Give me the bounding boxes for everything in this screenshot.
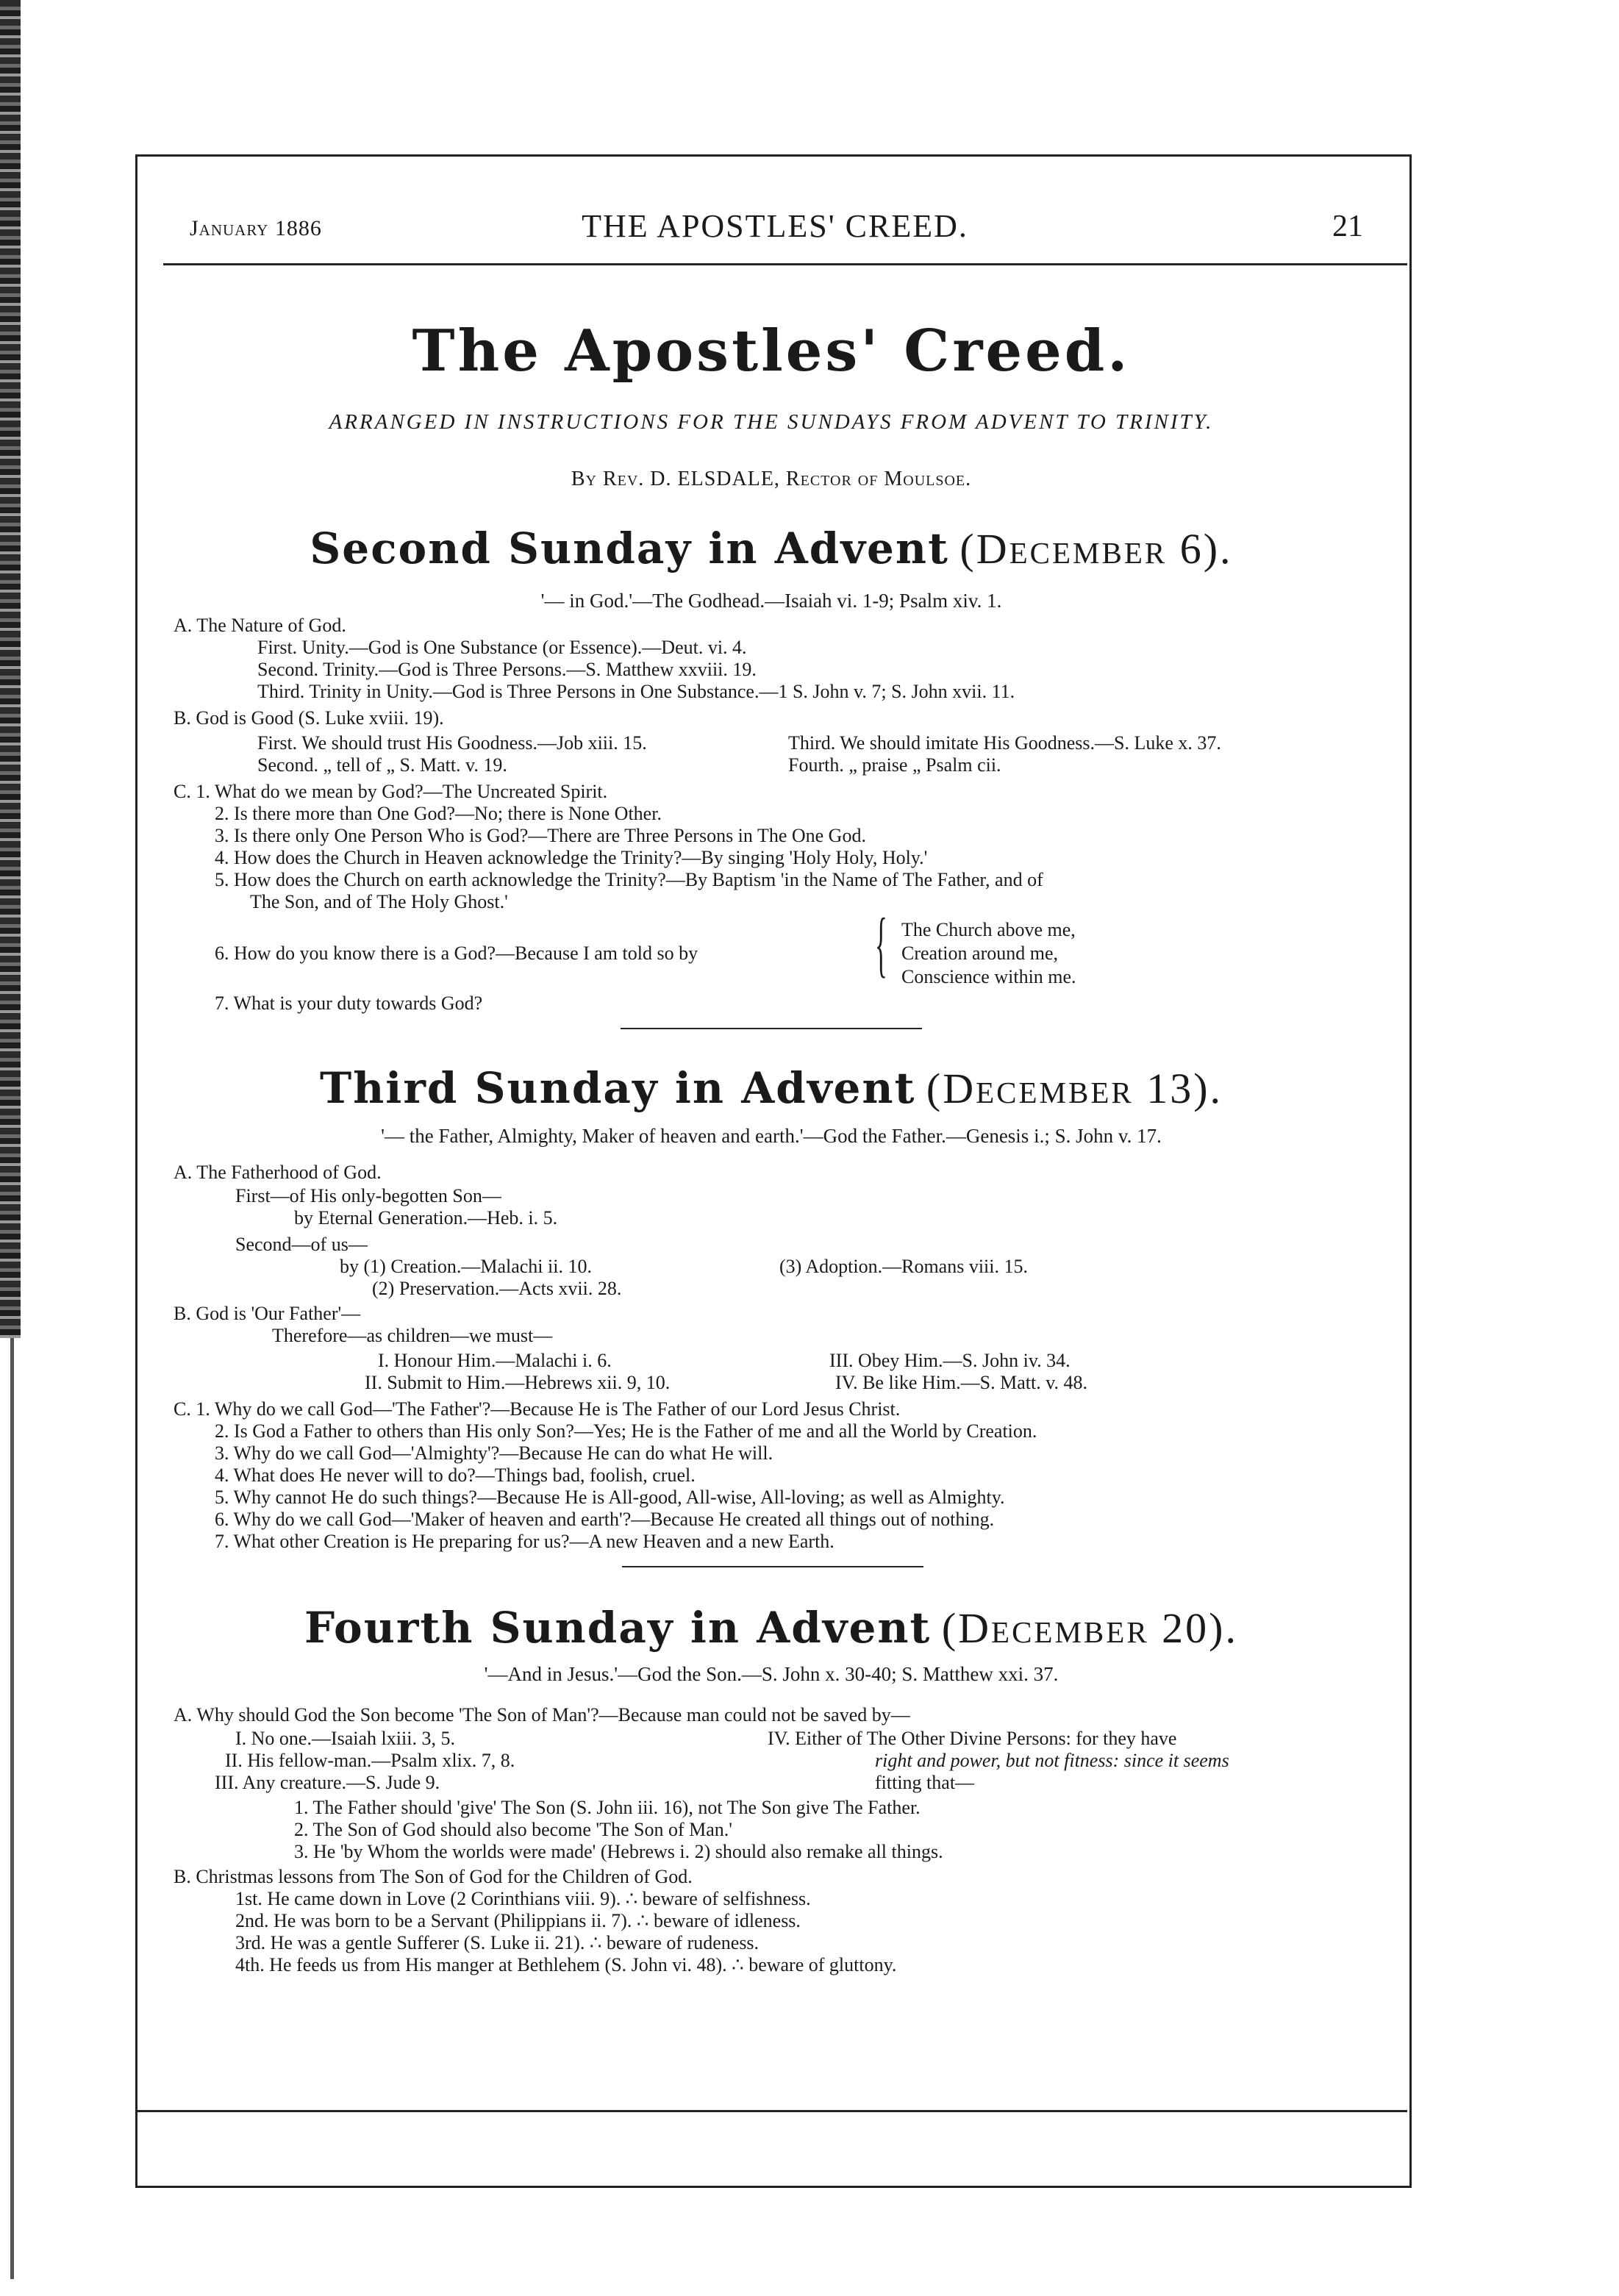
list-item: III. Any creature.—S. Jude 9. xyxy=(215,1772,440,1793)
list-item: 7. What is your duty towards God? xyxy=(215,993,483,1014)
list-item: I. No one.—Isaiah lxiii. 3, 5. xyxy=(235,1728,455,1749)
section-date: (December 13). xyxy=(926,1065,1223,1112)
list-item: Second. Trinity.—God is Three Persons.—S. Matthew xxviii. 19. xyxy=(257,659,757,680)
list-item: B. God is Good (S. Luke xviii. 19). xyxy=(174,707,444,729)
list-item: B. God is 'Our Father'— xyxy=(174,1303,361,1324)
list-item: fitting that— xyxy=(875,1772,975,1793)
section-divider xyxy=(621,1028,922,1029)
list-item: A. The Nature of God. xyxy=(174,615,346,636)
section-title: Second Sunday in Advent xyxy=(310,523,949,573)
section-date: (December 6). xyxy=(959,525,1233,573)
binding-edge-lower xyxy=(10,1338,14,2279)
list-item: by (1) Creation.—Malachi ii. 10. xyxy=(340,1256,592,1277)
list-item: 4th. He feeds us from His manger at Bethlehem (S. John vi. 48). ∴ beware of gluttony. xyxy=(235,1954,897,1975)
footer-rule xyxy=(137,2110,1407,2112)
section-heading-second-advent xyxy=(135,523,1407,573)
list-item: IV. Either of The Other Divine Persons: for they have xyxy=(768,1728,1177,1749)
list-item: 6. Why do we call God—'Maker of heaven and earth'?—Because He created all things out of nothing. xyxy=(215,1509,995,1530)
list-item: A. Why should God the Son become 'The Son of Man'?—Because man could not be saved by— xyxy=(174,1704,910,1725)
list-item: 4. What does He never will to do?—Things bad, foolish, cruel. xyxy=(215,1464,696,1486)
list-item: 1. The Father should 'give' The Son (S. John iii. 16), not The Son give The Father. xyxy=(294,1797,921,1818)
header-date: January 1886 xyxy=(190,216,322,240)
header-rule xyxy=(163,263,1407,265)
list-item: 3. Why do we call God—'Almighty'?—Because He can do what He will. xyxy=(215,1442,773,1464)
list-item: II. Submit to Him.—Hebrews xii. 9, 10. xyxy=(365,1372,671,1393)
list-item: C. 1. What do we mean by God?—The Uncreated Spirit. xyxy=(174,781,608,802)
list-item: Third. Trinity in Unity.—God is Three Persons in One Substance.—1 S. John v. 7; S. John xvii. 11. xyxy=(257,681,1015,702)
list-item: (2) Preservation.—Acts xvii. 28. xyxy=(372,1278,622,1299)
section-divider xyxy=(622,1566,923,1567)
list-item: Fourth. „ praise „ Psalm cii. xyxy=(788,754,1001,776)
section-heading-fourth-advent xyxy=(135,1603,1407,1653)
list-item: III. Obey Him.—S. John iv. 34. xyxy=(829,1350,1071,1371)
list-item: (3) Adoption.—Romans viii. 15. xyxy=(779,1256,1028,1277)
header-title: THE APOSTLES' CREED. xyxy=(582,208,968,244)
list-item: B. Christmas lessons from The Son of God for the Children of God. xyxy=(174,1866,693,1887)
list-item: I. Honour Him.—Malachi i. 6. xyxy=(378,1350,612,1371)
section-title: Fourth Sunday in Advent xyxy=(304,1603,932,1653)
list-item: A. The Fatherhood of God. xyxy=(174,1162,382,1183)
page-subtitle: ARRANGED IN INSTRUCTIONS FOR THE SUNDAYS FROM ADVENT TO TRINITY. xyxy=(329,410,1214,434)
list-item: right and power, but not fitness: since it seems xyxy=(875,1750,1229,1771)
list-item: C. 1. Why do we call God—'The Father'?—Because He is The Father of our Lord Jesus Christ. xyxy=(174,1398,901,1420)
list-item: 3. He 'by Whom the worlds were made' (Hebrews i. 2) should also remake all things. xyxy=(294,1841,943,1862)
list-item: 2nd. He was born to be a Servant (Philippians ii. 7). ∴ beware of idleness. xyxy=(235,1910,801,1931)
list-item: 2. Is there more than One God?—No; there is None Other. xyxy=(215,803,662,824)
list-item: Second. „ tell of „ S. Matt. v. 19. xyxy=(257,754,507,776)
list-item: 3rd. He was a gentle Sufferer (S. Luke ii. 21). ∴ beware of rudeness. xyxy=(235,1932,760,1953)
section-reference: '—And in Jesus.'—God the Son.—S. John x. 30-40; S. Matthew xxi. 37. xyxy=(484,1663,1059,1685)
list-item: by Eternal Generation.—Heb. i. 5. xyxy=(294,1207,558,1229)
list-item: II. His fellow-man.—Psalm xlix. 7, 8. xyxy=(225,1750,515,1771)
section-reference: '— the Father, Almighty, Maker of heaven and earth.'—God the Father.—Genesis i.; S. John v. 17. xyxy=(381,1125,1162,1147)
list-item: The Church above me, xyxy=(901,919,1076,940)
list-item: 2. Is God a Father to others than His only Son?—Yes; He is the Father of me and all the World by Creation. xyxy=(215,1420,1037,1442)
list-item: 7. What other Creation is He preparing for us?—A new Heaven and a new Earth. xyxy=(215,1531,834,1552)
list-item: 5. How does the Church on earth acknowledge the Trinity?—By Baptism 'in the Name of The Father, and of xyxy=(215,869,1043,890)
list-item: 3. Is there only One Person Who is God?—There are Three Persons in The One God. xyxy=(215,825,866,846)
list-item: Creation around me, xyxy=(901,943,1058,964)
page-title: The Apostles' Creed. xyxy=(412,318,1131,385)
list-item: The Son, and of The Holy Ghost.' xyxy=(250,891,508,912)
list-item: First. Unity.—God is One Substance (or Essence).—Deut. vi. 4. xyxy=(257,637,747,658)
section-reference: '— in God.'—The Godhead.—Isaiah vi. 1-9; Psalm xiv. 1. xyxy=(540,590,1002,612)
list-item: Third. We should imitate His Goodness.—S. Luke x. 37. xyxy=(788,732,1221,754)
list-item: First. We should trust His Goodness.—Job xiii. 15. xyxy=(257,732,647,754)
binding-edge xyxy=(0,0,21,1338)
list-item: 4. How does the Church in Heaven acknowledge the Trinity?—By singing 'Holy Holy, Holy.' xyxy=(215,847,928,868)
brace: { xyxy=(875,903,887,984)
list-item: 2. The Son of God should also become 'The Son of Man.' xyxy=(294,1819,732,1840)
byline: By Rev. D. ELSDALE, Rector of Moulsoe. xyxy=(571,468,972,490)
list-item: IV. Be like Him.—S. Matt. v. 48. xyxy=(835,1372,1088,1393)
list-item: 5. Why cannot He do such things?—Because He is All-good, All-wise, All-loving; as well as Almighty. xyxy=(215,1487,1005,1508)
list-item: 6. How do you know there is a God?—Because I am told so by xyxy=(215,943,698,964)
list-item: First—of His only-begotten Son— xyxy=(235,1185,501,1206)
section-title: Third Sunday in Advent xyxy=(319,1063,916,1113)
running-header xyxy=(172,207,1378,251)
list-item: 1st. He came down in Love (2 Corinthians viii. 9). ∴ beware of selfishness. xyxy=(235,1888,811,1909)
list-item: Therefore—as children—we must— xyxy=(272,1325,553,1346)
section-heading-third-advent xyxy=(135,1063,1407,1113)
page-number: 21 xyxy=(1332,210,1363,243)
list-item: Conscience within me. xyxy=(901,966,1076,987)
list-item: Second—of us— xyxy=(235,1234,368,1255)
section-date: (December 20). xyxy=(941,1604,1238,1652)
